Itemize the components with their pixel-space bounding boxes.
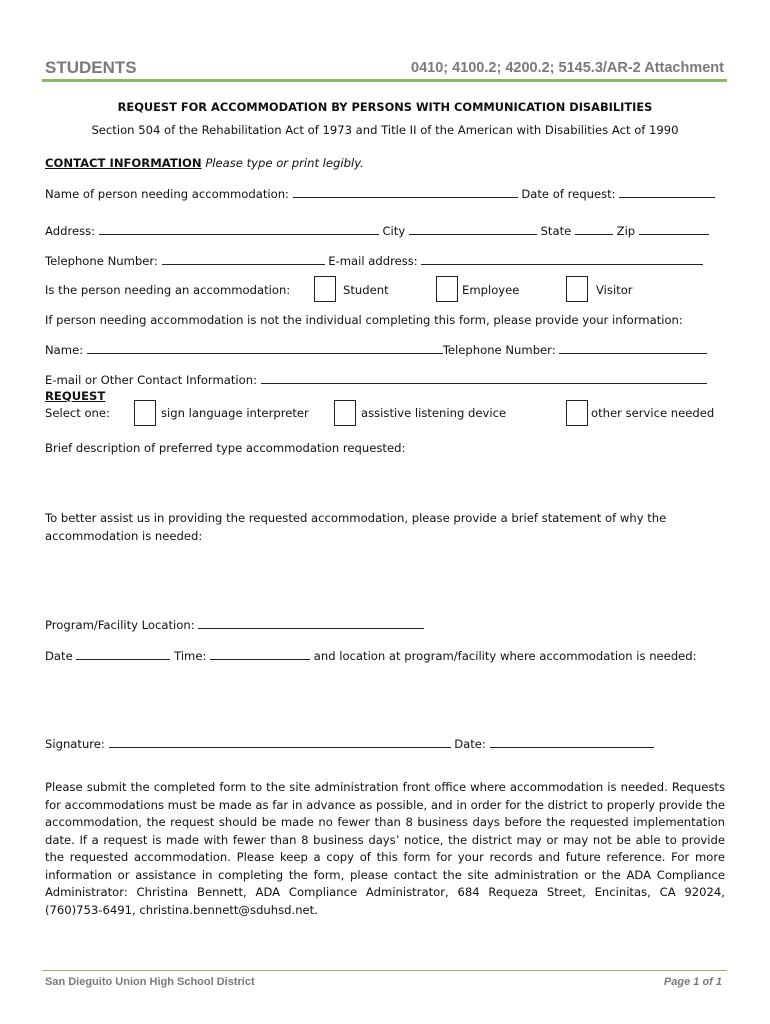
- select-one-label: Select one:: [45, 406, 110, 420]
- contact-heading-row: [45, 156, 364, 170]
- visitor-checkbox[interactable]: [566, 276, 588, 302]
- student-label: Student: [343, 283, 389, 297]
- employee-label: Employee: [462, 283, 520, 297]
- location-field[interactable]: [198, 617, 424, 629]
- student-checkbox[interactable]: [314, 276, 336, 302]
- phone-label: Telephone Number:: [45, 254, 158, 268]
- city-label: City: [382, 224, 406, 238]
- name-label: Name of person needing accommodation:: [45, 187, 289, 201]
- address-row: [45, 223, 709, 238]
- policy-reference: 0410; 4100.2; 4200.2; 5145.3/AR-2 Attachment: [411, 60, 724, 76]
- signature-field[interactable]: [109, 736, 451, 748]
- date-of-request-field[interactable]: [619, 186, 715, 198]
- footer-rule: [42, 970, 727, 971]
- alt-name-field[interactable]: [87, 342, 443, 354]
- address-field[interactable]: [99, 223, 379, 235]
- date-of-request-label: Date of request:: [521, 187, 616, 201]
- listening-device-checkbox[interactable]: [334, 400, 356, 426]
- city-field[interactable]: [409, 223, 537, 235]
- listening-device-label: assistive listening device: [361, 406, 507, 420]
- time-label: Time:: [174, 649, 207, 663]
- location-row: [45, 617, 424, 632]
- sign-language-checkbox[interactable]: [134, 400, 156, 426]
- other-service-label: other service needed: [591, 406, 715, 420]
- email-field[interactable]: [421, 253, 703, 265]
- where-label: and location at program/facility where accommodation is needed:: [313, 649, 697, 663]
- signature-date-label: Date:: [454, 737, 486, 751]
- signature-date-field[interactable]: [490, 736, 654, 748]
- contact-instruction: Please type or print legibly.: [205, 156, 364, 170]
- alt-phone-label: Telephone Number:: [442, 343, 556, 357]
- state-field[interactable]: [575, 223, 613, 235]
- date-field[interactable]: [76, 648, 170, 660]
- other-service-checkbox[interactable]: [566, 400, 588, 426]
- address-label: Address:: [45, 224, 96, 238]
- location-label: Program/Facility Location:: [45, 618, 195, 632]
- description-label: Brief description of preferred type accommodation requested:: [45, 441, 406, 455]
- alt-instruction: If person needing accommodation is not the individual completing this form, please provide your information:: [45, 313, 683, 327]
- request-heading: REQUEST: [45, 389, 106, 403]
- visitor-label: Visitor: [596, 283, 633, 297]
- contact-heading: CONTACT INFORMATION: [45, 156, 202, 170]
- header-rule: [42, 79, 727, 82]
- district-name: San Dieguito Union High School District: [45, 976, 255, 988]
- alt-name-label: Name:: [45, 343, 84, 357]
- form-subtitle: Section 504 of the Rehabilitation Act of 1973 and Title II of the American with Disabilities Act of 1990: [91, 123, 679, 137]
- alt-phone-field[interactable]: [559, 342, 707, 354]
- alt-email-label: E-mail or Other Contact Information:: [45, 373, 257, 387]
- time-field[interactable]: [210, 648, 310, 660]
- phone-row: [45, 253, 703, 268]
- date-label: Date: [45, 649, 73, 663]
- signature-label: Signature:: [45, 737, 105, 751]
- name-row: [45, 186, 715, 201]
- date-time-row: [45, 648, 697, 663]
- sign-language-label: sign language interpreter: [161, 406, 309, 420]
- zip-label: Zip: [616, 224, 636, 238]
- page-number: Page 1 of 1: [663, 976, 722, 988]
- reason-label-line-1: To better assist us in providing the requested accommodation, please provide a brief statement of why the: [45, 511, 667, 525]
- section-title: STUDENTS: [45, 58, 137, 77]
- reason-label-line-2: accommodation is needed:: [45, 529, 203, 543]
- form-title: REQUEST FOR ACCOMMODATION BY PERSONS WITH COMMUNICATION DISABILITIES: [117, 100, 653, 114]
- alt-email-field[interactable]: [261, 372, 707, 384]
- phone-field[interactable]: [162, 253, 325, 265]
- state-label: State: [540, 224, 572, 238]
- email-label: E-mail address:: [328, 254, 418, 268]
- name-field[interactable]: [293, 186, 518, 198]
- person-type-label: Is the person needing an accommodation:: [45, 283, 291, 297]
- alt-name-row: [45, 342, 707, 357]
- zip-field[interactable]: [639, 223, 709, 235]
- employee-checkbox[interactable]: [436, 276, 458, 302]
- alt-email-row: [45, 372, 707, 387]
- signature-row: [45, 736, 654, 751]
- submission-instructions: Please submit the completed form to the site administration front office where accommodation is needed. Requests for accommodations must be made as far in advance as possible, and in order for the district to properly provide the accommodation, the request should be made no fewer than 8 business days before the requested implementation date. If a request is made with fewer than 8 business days’ notice, the district may or may not be able to provide the requested accommodation. Please keep a copy of this form for your records and future reference. For more information or assistance in completing the form, please contact the site administration or the ADA Compliance Administrator: Christina Bennett, ADA Compliance Administrator, 684 Requeza Street, Encinitas, CA 92024, (760)753-6491, christina.bennett@sduhsd.net.: [45, 780, 725, 917]
